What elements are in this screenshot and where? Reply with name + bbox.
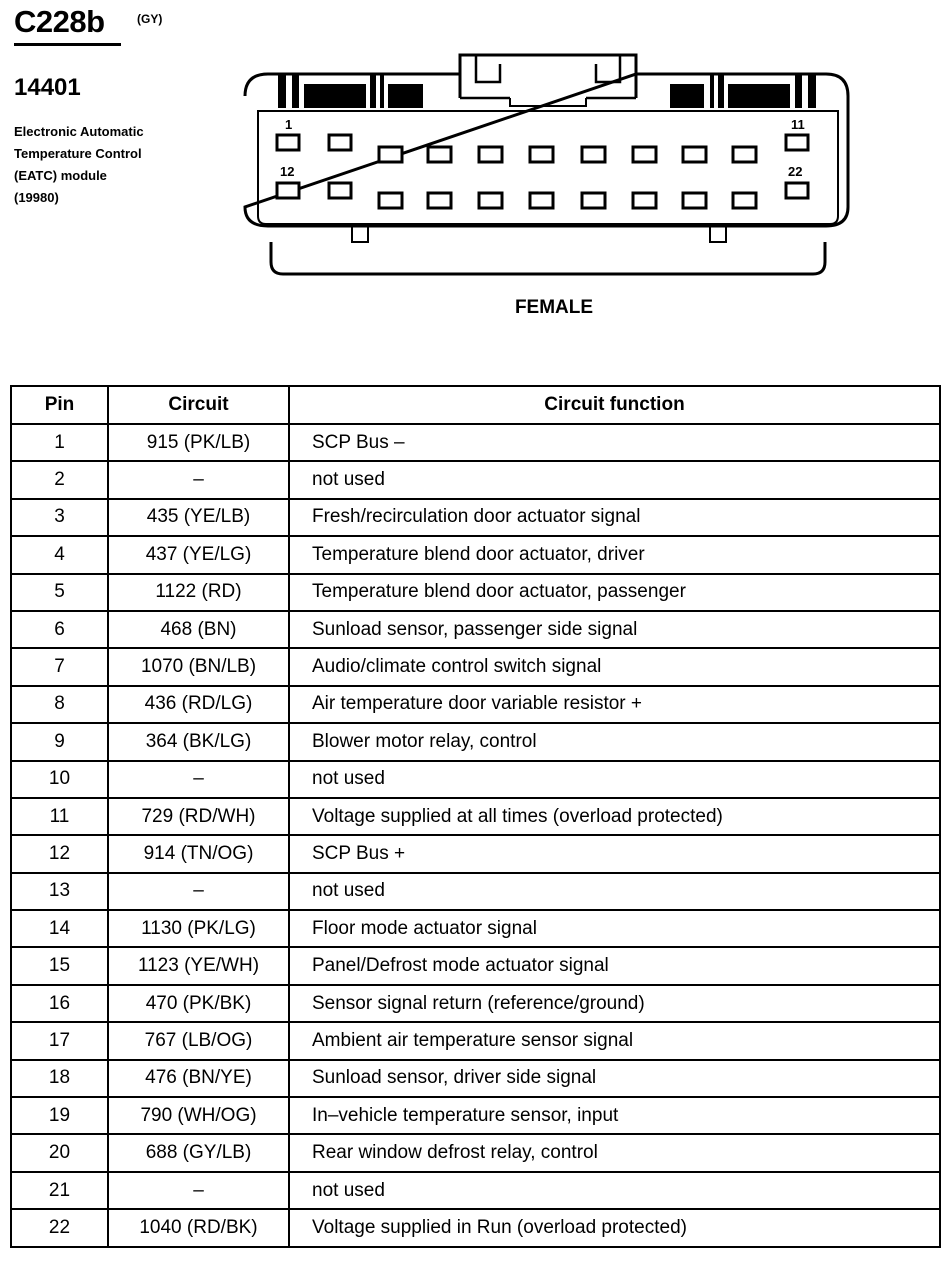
pin-cell: 15 xyxy=(11,947,108,984)
pin-cell: 11 xyxy=(11,798,108,835)
pin-cell: 13 xyxy=(11,873,108,910)
pin-cell: 17 xyxy=(11,1022,108,1059)
function-cell: Voltage supplied at all times (overload protected) xyxy=(289,798,940,835)
table-header-row xyxy=(11,386,940,424)
column-header-pin: Pin xyxy=(11,386,108,424)
pin-cavity-15 xyxy=(428,193,451,208)
circuit-cell: 1122 (RD) xyxy=(108,574,289,611)
pin-cavity-9 xyxy=(683,147,706,162)
circuit-cell: 437 (YE/LG) xyxy=(108,536,289,573)
pin-cavity-17 xyxy=(530,193,553,208)
pin-cavity-14 xyxy=(379,193,402,208)
table-row xyxy=(11,611,940,648)
table-row xyxy=(11,1060,940,1097)
pin-cell: 20 xyxy=(11,1134,108,1171)
pin-cavity-8 xyxy=(633,147,656,162)
function-cell: In–vehicle temperature sensor, input xyxy=(289,1097,940,1134)
table-row xyxy=(11,910,940,947)
circuit-cell: 468 (BN) xyxy=(108,611,289,648)
column-header-function: Circuit function xyxy=(289,386,940,424)
pin-cavity-19 xyxy=(633,193,656,208)
table-row xyxy=(11,424,940,461)
pin-cell: 18 xyxy=(11,1060,108,1097)
circuit-cell: 1123 (YE/WH) xyxy=(108,947,289,984)
column-header-circuit: Circuit xyxy=(108,386,289,424)
pin-cavity-3 xyxy=(379,147,402,162)
module-description-line: Electronic Automatic xyxy=(14,124,144,139)
keying-foot-right xyxy=(710,226,726,242)
function-cell: Temperature blend door actuator, passenger xyxy=(289,574,940,611)
pin-cell: 2 xyxy=(11,461,108,498)
pin-cavity-21 xyxy=(733,193,756,208)
circuit-cell: – xyxy=(108,761,289,798)
table-row xyxy=(11,947,940,984)
pin-cell: 4 xyxy=(11,536,108,573)
function-cell: not used xyxy=(289,1172,940,1209)
pin-cavity-20 xyxy=(683,193,706,208)
table-row xyxy=(11,873,940,910)
function-cell: not used xyxy=(289,461,940,498)
table-row xyxy=(11,686,940,723)
pin-cell: 9 xyxy=(11,723,108,760)
table-row xyxy=(11,536,940,573)
function-cell: Sunload sensor, driver side signal xyxy=(289,1060,940,1097)
table-row xyxy=(11,985,940,1022)
table-row xyxy=(11,461,940,498)
circuit-cell: 476 (BN/YE) xyxy=(108,1060,289,1097)
circuit-cell: 436 (RD/LG) xyxy=(108,686,289,723)
pin-cavity-5 xyxy=(479,147,502,162)
table-row xyxy=(11,574,940,611)
pin-cell: 12 xyxy=(11,835,108,872)
pin-cell: 3 xyxy=(11,499,108,536)
pin-cell: 10 xyxy=(11,761,108,798)
pin-cell: 22 xyxy=(11,1209,108,1246)
function-cell: Audio/climate control switch signal xyxy=(289,648,940,685)
pin-label-22: 22 xyxy=(788,164,803,179)
pin-label-11: 11 xyxy=(791,117,805,132)
circuit-cell: 729 (RD/WH) xyxy=(108,798,289,835)
function-cell: Floor mode actuator signal xyxy=(289,910,940,947)
table-row xyxy=(11,835,940,872)
pin-cavity-6 xyxy=(530,147,553,162)
module-description-line: (EATC) module xyxy=(14,168,107,183)
pin-cell: 14 xyxy=(11,910,108,947)
circuit-cell: 1070 (BN/LB) xyxy=(108,648,289,685)
table-row xyxy=(11,1134,940,1171)
pin-cell: 21 xyxy=(11,1172,108,1209)
pin-table xyxy=(10,385,941,1248)
table-row xyxy=(11,1097,940,1134)
connector-id: C228b xyxy=(14,4,105,39)
table-row xyxy=(11,1172,940,1209)
pin-cell: 5 xyxy=(11,574,108,611)
circuit-cell: 915 (PK/LB) xyxy=(108,424,289,461)
pin-cavity-10 xyxy=(733,147,756,162)
pin-cavity-13 xyxy=(329,183,351,198)
connector-color: (GY) xyxy=(137,12,163,26)
circuit-cell: 1130 (PK/LG) xyxy=(108,910,289,947)
connector-gender-label: FEMALE xyxy=(514,297,594,318)
pin-cell: 19 xyxy=(11,1097,108,1134)
table-row xyxy=(11,1209,940,1246)
pin-table-body xyxy=(11,424,940,1247)
function-cell: Sunload sensor, passenger side signal xyxy=(289,611,940,648)
pin-cavity-1 xyxy=(277,135,299,150)
function-cell: Panel/Defrost mode actuator signal xyxy=(289,947,940,984)
pin-cavity-2 xyxy=(329,135,351,150)
module-description-line: Temperature Control xyxy=(14,146,142,161)
pin-cell: 8 xyxy=(11,686,108,723)
function-cell: Sensor signal return (reference/ground) xyxy=(289,985,940,1022)
connector-skirt xyxy=(271,242,825,274)
pin-cell: 7 xyxy=(11,648,108,685)
function-cell: Rear window defrost relay, control xyxy=(289,1134,940,1171)
function-cell: not used xyxy=(289,761,940,798)
function-cell: Blower motor relay, control xyxy=(289,723,940,760)
pin-cavity-16 xyxy=(479,193,502,208)
circuit-cell: 914 (TN/OG) xyxy=(108,835,289,872)
function-cell: SCP Bus + xyxy=(289,835,940,872)
locking-tab xyxy=(460,55,636,98)
table-row xyxy=(11,1022,940,1059)
function-cell: Ambient air temperature sensor signal xyxy=(289,1022,940,1059)
table-row xyxy=(11,723,940,760)
function-cell: Temperature blend door actuator, driver xyxy=(289,536,940,573)
pin-cell: 16 xyxy=(11,985,108,1022)
pin-cell: 6 xyxy=(11,611,108,648)
pin-cavity-11 xyxy=(786,135,808,150)
pin-cell: 1 xyxy=(11,424,108,461)
pin-label-12: 12 xyxy=(280,164,295,179)
module-description-line: (19980) xyxy=(14,190,59,205)
circuit-cell: 790 (WH/OG) xyxy=(108,1097,289,1134)
function-cell: Air temperature door variable resistor + xyxy=(289,686,940,723)
circuit-cell: 435 (YE/LB) xyxy=(108,499,289,536)
connector-face-diagram xyxy=(0,0,951,330)
pin-cavity-7 xyxy=(582,147,605,162)
pin-cavity-18 xyxy=(582,193,605,208)
circuit-cell: 767 (LB/OG) xyxy=(108,1022,289,1059)
function-cell: Voltage supplied in Run (overload protected) xyxy=(289,1209,940,1246)
circuit-cell: 364 (BK/LG) xyxy=(108,723,289,760)
circuit-cell: – xyxy=(108,461,289,498)
pin-label-1: 1 xyxy=(285,117,293,132)
circuit-cell: – xyxy=(108,873,289,910)
pin-cavity-22 xyxy=(786,183,808,198)
circuit-cell: 470 (PK/BK) xyxy=(108,985,289,1022)
table-row xyxy=(11,798,940,835)
table-row xyxy=(11,499,940,536)
table-row xyxy=(11,648,940,685)
function-cell: Fresh/recirculation door actuator signal xyxy=(289,499,940,536)
table-row xyxy=(11,761,940,798)
circuit-cell: 1040 (RD/BK) xyxy=(108,1209,289,1246)
circuit-cell: – xyxy=(108,1172,289,1209)
function-cell: SCP Bus – xyxy=(289,424,940,461)
keying-foot-left xyxy=(352,226,368,242)
part-number: 14401 xyxy=(14,74,81,101)
pin-cavity-12 xyxy=(277,183,299,198)
pin-cavity-4 xyxy=(428,147,451,162)
circuit-cell: 688 (GY/LB) xyxy=(108,1134,289,1171)
function-cell: not used xyxy=(289,873,940,910)
